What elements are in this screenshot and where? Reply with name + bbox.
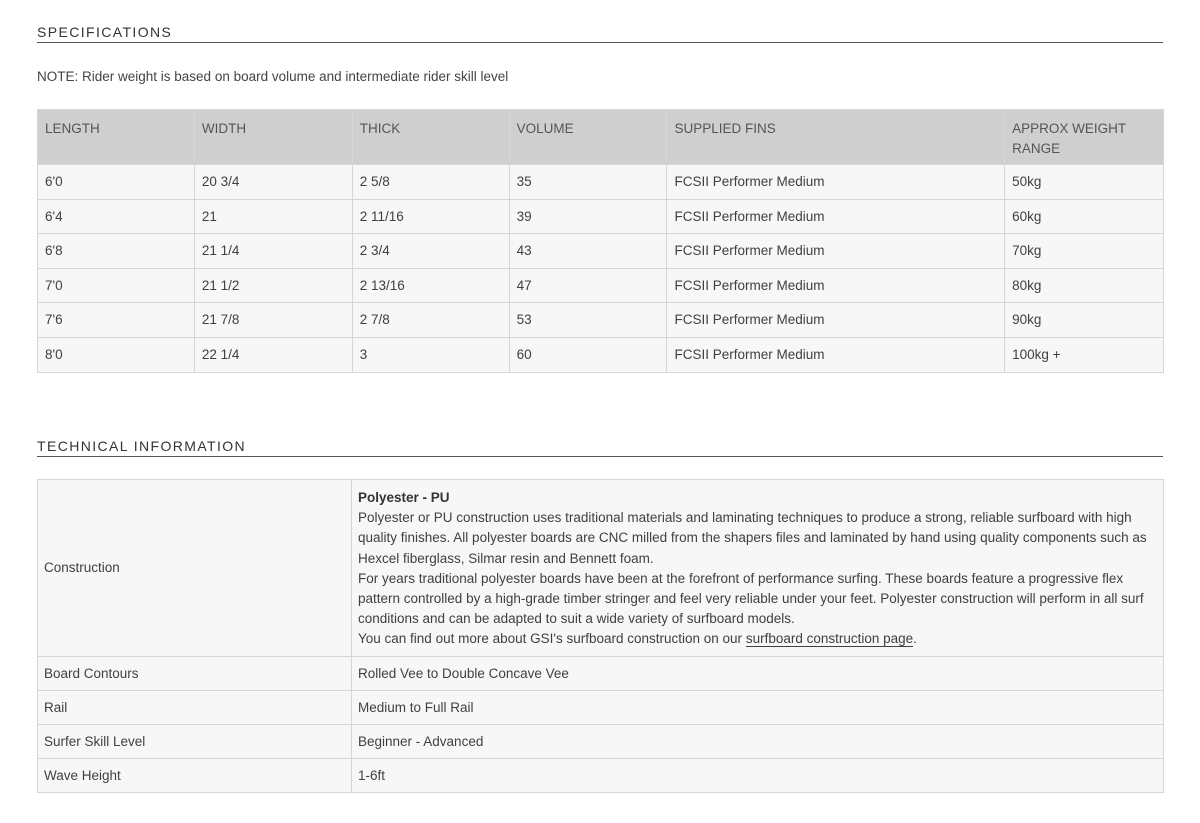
construction-label: Construction [38, 480, 352, 657]
cell-length: 7'0 [38, 268, 195, 303]
board-contours-value: Rolled Vee to Double Concave Vee [352, 656, 1164, 690]
specifications-table [37, 109, 1164, 373]
cell-weight: 100kg + [1005, 337, 1164, 372]
cell-thick: 2 11/16 [352, 199, 509, 234]
rail-value: Medium to Full Rail [352, 690, 1164, 724]
construction-link-prefix: You can find out more about GSI's surfboard construction on our [358, 631, 746, 647]
technical-information-table [37, 479, 1164, 793]
cell-thick: 2 7/8 [352, 303, 509, 338]
cell-weight: 70kg [1005, 234, 1164, 269]
rider-weight-note: NOTE: Rider weight is based on board volume and intermediate rider skill level [37, 69, 509, 84]
cell-volume: 43 [509, 234, 667, 269]
cell-width: 22 1/4 [194, 337, 352, 372]
table-row [38, 758, 1164, 792]
rail-label: Rail [38, 690, 352, 724]
cell-fins: FCSII Performer Medium [667, 165, 1005, 200]
surfboard-construction-link[interactable]: surfboard construction page [745, 631, 914, 647]
cell-width: 21 7/8 [194, 303, 352, 338]
table-row [38, 303, 1164, 338]
table-row [38, 724, 1164, 758]
surfer-skill-level-label: Surfer Skill Level [38, 724, 352, 758]
specifications-heading: SPECIFICATIONS [37, 24, 1163, 43]
cell-length: 6'4 [38, 199, 195, 234]
column-header-length: LENGTH [38, 110, 195, 165]
cell-fins: FCSII Performer Medium [667, 337, 1005, 372]
cell-weight: 90kg [1005, 303, 1164, 338]
cell-weight: 80kg [1005, 268, 1164, 303]
cell-length: 8'0 [38, 337, 195, 372]
cell-volume: 60 [509, 337, 667, 372]
cell-length: 7'6 [38, 303, 195, 338]
board-contours-label: Board Contours [38, 656, 352, 690]
construction-paragraph-3 [358, 629, 1157, 649]
cell-volume: 53 [509, 303, 667, 338]
construction-row [38, 480, 1164, 657]
table-row [38, 234, 1164, 269]
cell-volume: 47 [509, 268, 667, 303]
column-header-supplied-fins: SUPPLIED FINS [667, 110, 1005, 165]
cell-width: 21 1/4 [194, 234, 352, 269]
table-row [38, 690, 1164, 724]
wave-height-label: Wave Height [38, 758, 352, 792]
surfer-skill-level-value: Beginner - Advanced [352, 724, 1164, 758]
cell-fins: FCSII Performer Medium [667, 268, 1005, 303]
construction-description [352, 480, 1164, 657]
cell-thick: 2 5/8 [352, 165, 509, 200]
cell-volume: 39 [509, 199, 667, 234]
construction-paragraph-1: Polyester or PU construction uses traditional materials and laminating techniques to produce a strong, reliable surfboard with high quality finishes. All polyester boards are CNC milled from the shapers files and laminated by hand using quality components such as Hexcel fiberglass, Silmar resin and Bennett foam. [358, 510, 1147, 566]
column-header-width: WIDTH [194, 110, 352, 165]
cell-fins: FCSII Performer Medium [667, 234, 1005, 269]
cell-thick: 2 3/4 [352, 234, 509, 269]
column-header-weight-range: APPROX WEIGHT RANGE [1005, 110, 1164, 165]
cell-fins: FCSII Performer Medium [667, 199, 1005, 234]
column-header-thick: THICK [352, 110, 509, 165]
technical-information-heading: TECHNICAL INFORMATION [37, 438, 1163, 457]
cell-weight: 50kg [1005, 165, 1164, 200]
cell-width: 20 3/4 [194, 165, 352, 200]
spec-header-row [38, 110, 1164, 165]
cell-width: 21 1/2 [194, 268, 352, 303]
cell-volume: 35 [509, 165, 667, 200]
cell-weight: 60kg [1005, 199, 1164, 234]
cell-fins: FCSII Performer Medium [667, 303, 1005, 338]
cell-thick: 2 13/16 [352, 268, 509, 303]
cell-length: 6'8 [38, 234, 195, 269]
construction-title: Polyester - PU [358, 490, 450, 505]
table-row [38, 656, 1164, 690]
table-row [38, 268, 1164, 303]
table-row [38, 337, 1164, 372]
construction-paragraph-2: For years traditional polyester boards have been at the forefront of performance surfing. These boards feature a progressive flex pattern controlled by a high-grade timber stringer and feel very reliable under your feet. Polyester construction will perform in all surf conditions and can be adapted to suit a wide variety of surfboard models. [358, 570, 1144, 627]
table-row [38, 165, 1164, 200]
cell-length: 6'0 [38, 165, 195, 200]
column-header-volume: VOLUME [509, 110, 667, 165]
cell-width: 21 [194, 199, 352, 234]
wave-height-value: 1-6ft [352, 758, 1164, 792]
table-row [38, 199, 1164, 234]
construction-link-suffix: . [913, 631, 917, 647]
cell-thick: 3 [352, 337, 509, 372]
